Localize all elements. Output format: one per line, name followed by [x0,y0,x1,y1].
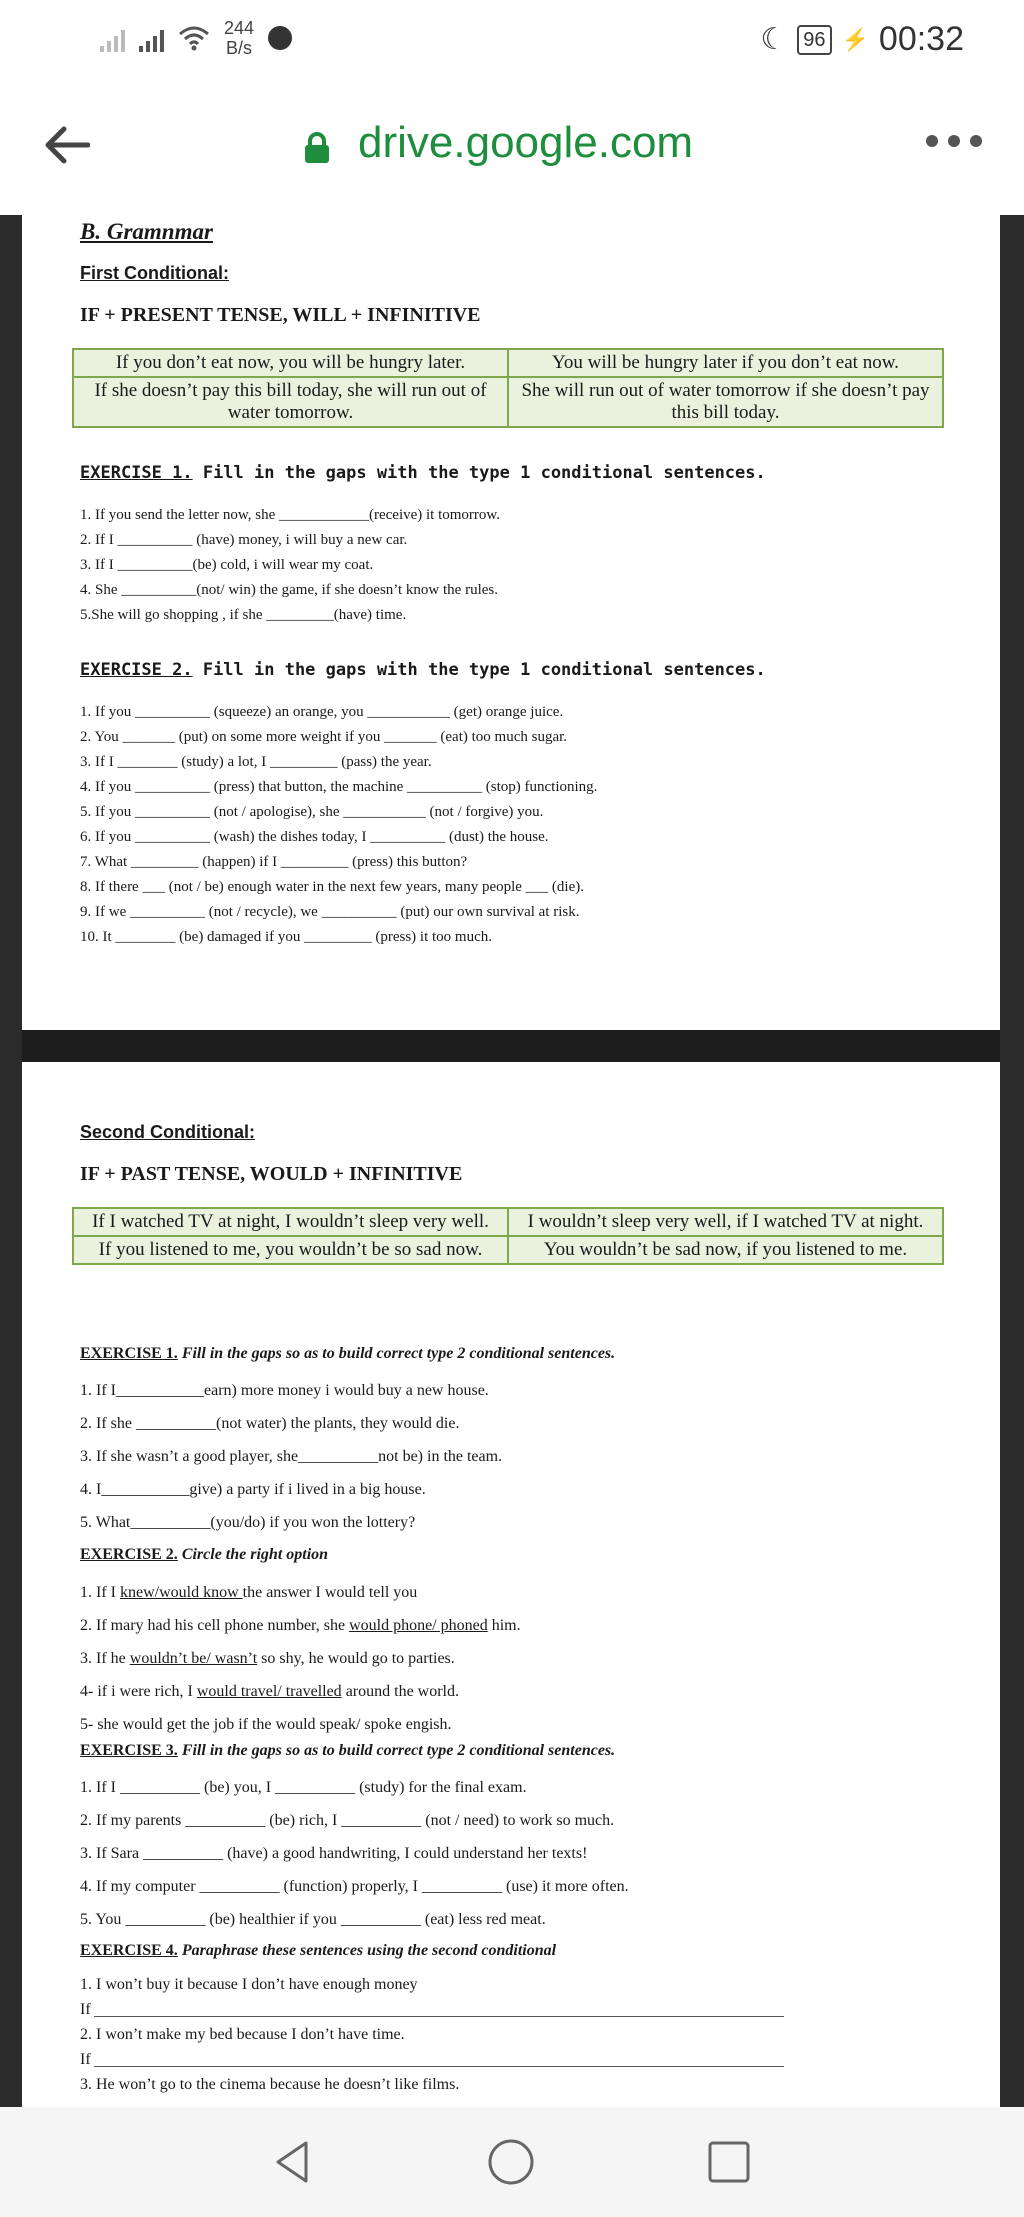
signal-icon [139,24,164,52]
list-item: 3. If I __________(be) cold, i will wear my coat. [80,557,374,573]
section-title: B. Gramnmar [80,219,213,244]
exercise-1-heading: EXERCISE 1. Fill in the gaps with the type 1 conditional sentences. [80,463,766,483]
list-item: 5- she would get the job if the would speak/ spoke engish. [80,1716,452,1733]
second-conditional-formula: IF + PAST TENSE, WOULD + INFINITIVE [80,1163,463,1185]
battery-indicator: 96 [797,25,831,55]
table-row [73,349,943,377]
clock: 00:32 [878,20,964,58]
nav-recents-icon[interactable] [704,2137,754,2187]
exercise-4-list [80,1972,459,2097]
list-item: 2. You _______ (put) on some more weight if you _______ (eat) too much sugar. [80,729,568,745]
list-item: 10. It ________ (be) damaged if you _________ (press) it too much. [80,929,493,945]
answer-line: If [80,2001,91,2018]
list-item: 3. If he wouldn’t be/ wasn’t so shy, he would go to parties. [80,1650,455,1667]
table-cell: She will run out of water tomorrow if she doesn’t pay this bill today. [508,377,943,427]
list-item: 9. If we __________ (not / recycle), we __________ (put) our own survival at risk. [80,904,580,920]
exercise-2-heading: EXERCISE 2. Circle the right option [80,1546,329,1563]
list-item: 2. If I __________ (have) money, i will buy a new car. [80,532,408,548]
list-item: 2. If mary had his cell phone number, she would phone/ phoned him. [80,1617,521,1634]
exercise-1-list [80,1374,502,1539]
list-item: 5.She will go shopping , if she _________(have) time. [80,607,407,623]
list-item: 2. I won’t make my bed because I don’t have time. [80,2026,405,2043]
table-cell: If you listened to me, you wouldn’t be so sad now. [73,1236,508,1264]
wifi-icon [178,25,210,51]
url-text[interactable]: drive.google.com [358,118,694,167]
exercise-3-heading: EXERCISE 3. Fill in the gaps so as to build correct type 2 conditional sentences. [80,1742,616,1759]
notification-dot-icon [268,26,292,50]
table-row [73,377,943,427]
status-bar [0,0,1024,80]
nav-back-icon[interactable] [268,2137,318,2187]
list-item: 6. If you __________ (wash) the dishes today, I __________ (dust) the house. [80,829,549,845]
lock-icon [303,132,331,160]
list-item: 1. If you __________ (squeeze) an orange, you ___________ (get) orange juice. [80,704,564,720]
list-item: 2. If she __________(not water) the plants, they would die. [80,1415,460,1432]
charging-icon: ⚡ [841,26,869,52]
answer-line: If [80,2051,91,2068]
exercise-3-list [80,1771,629,1936]
exercise-2-list [80,700,597,950]
answer-underline [94,2016,784,2017]
exercise-2-heading: EXERCISE 2. Fill in the gaps with the type 1 conditional sentences. [80,660,766,680]
answer-underline [94,2066,784,2067]
page-separator [22,1030,1000,1062]
list-item: 2. If my parents __________ (be) rich, I __________ (not / need) to work so much. [80,1812,615,1829]
list-item: 3. If I ________ (study) a lot, I _________ (pass) the year. [80,754,432,770]
list-item: 1. If you send the letter now, she ____________(receive) it tomorrow. [80,507,501,523]
second-conditional-heading: Second Conditional: [80,1122,255,1142]
list-item: 5. You __________ (be) healthier if you __________ (eat) less red meat. [80,1911,546,1928]
list-item: 1. If I __________ (be) you, I __________ (study) for the final exam. [80,1779,527,1796]
exercise-4-heading: EXERCISE 4. Paraphrase these sentences using the second conditional [80,1942,557,1959]
pdf-page-2 [22,1062,1000,2107]
exercise-1-list [80,503,500,628]
table-cell: You wouldn’t be sad now, if you listened to me. [508,1236,943,1264]
table-row [73,1208,943,1236]
list-item: 4- if i were rich, I would travel/ travelled around the world. [80,1683,459,1700]
table-cell: I wouldn’t sleep very well, if I watched TV at night. [508,1208,943,1236]
first-conditional-heading: First Conditional: [80,263,229,283]
browser-toolbar [0,80,1024,215]
table-cell: You will be hungry later if you don’t eat now. [508,349,943,377]
list-item: 1. I won’t buy it because I don’t have enough money [80,1976,418,1993]
table-cell: If I watched TV at night, I wouldn’t sleep very well. [73,1208,508,1236]
list-item: 4. If you __________ (press) that button, the machine __________ (stop) functioning. [80,779,598,795]
list-item: 3. If she wasn’t a good player, she__________not be) in the team. [80,1448,503,1465]
list-item: 1. If I knew/would know the answer I would tell you [80,1584,418,1601]
list-item: 3. If Sara __________ (have) a good handwriting, I could understand her texts! [80,1845,588,1862]
network-speed: 244 B/s [224,18,255,58]
list-item: 1. If I___________earn) more money i would buy a new house. [80,1382,489,1399]
nav-home-icon[interactable] [486,2137,536,2187]
signal-icon [100,24,125,52]
back-arrow-icon[interactable] [42,118,90,174]
list-item: 5. What__________(you/do) if you won the lottery? [80,1514,416,1531]
second-conditional-table [72,1207,944,1265]
list-item: 3. He won’t go to the cinema because he doesn’t like films. [80,2076,460,2093]
pdf-page-1 [22,215,1000,1030]
table-cell: If you don’t eat now, you will be hungry later. [73,349,508,377]
list-item: 5. If you __________ (not / apologise), she ___________ (not / forgive) you. [80,804,544,820]
system-nav-bar [0,2107,1024,2217]
table-row [73,1236,943,1264]
list-item: 4. If my computer __________ (function) properly, I __________ (use) it more often. [80,1878,629,1895]
table-cell: If she doesn’t pay this bill today, she will run out of water tomorrow. [73,377,508,427]
more-options-icon[interactable] [926,135,982,147]
list-item: 8. If there ___ (not / be) enough water in the next few years, many people ___ (die). [80,879,584,895]
list-item: 4. She __________(not/ win) the game, if she doesn’t know the rules. [80,582,498,598]
list-item: 4. I___________give) a party if i lived in a big house. [80,1481,426,1498]
first-conditional-table [72,348,944,428]
first-conditional-formula: IF + PRESENT TENSE, WILL + INFINITIVE [80,304,481,326]
exercise-2-list [80,1576,521,1741]
list-item: 7. What _________ (happen) if I _________ (press) this button? [80,854,468,870]
do-not-disturb-icon: ☾ [760,23,788,56]
exercise-1-heading: EXERCISE 1. Fill in the gaps so as to build correct type 2 conditional sentences. [80,1345,616,1362]
